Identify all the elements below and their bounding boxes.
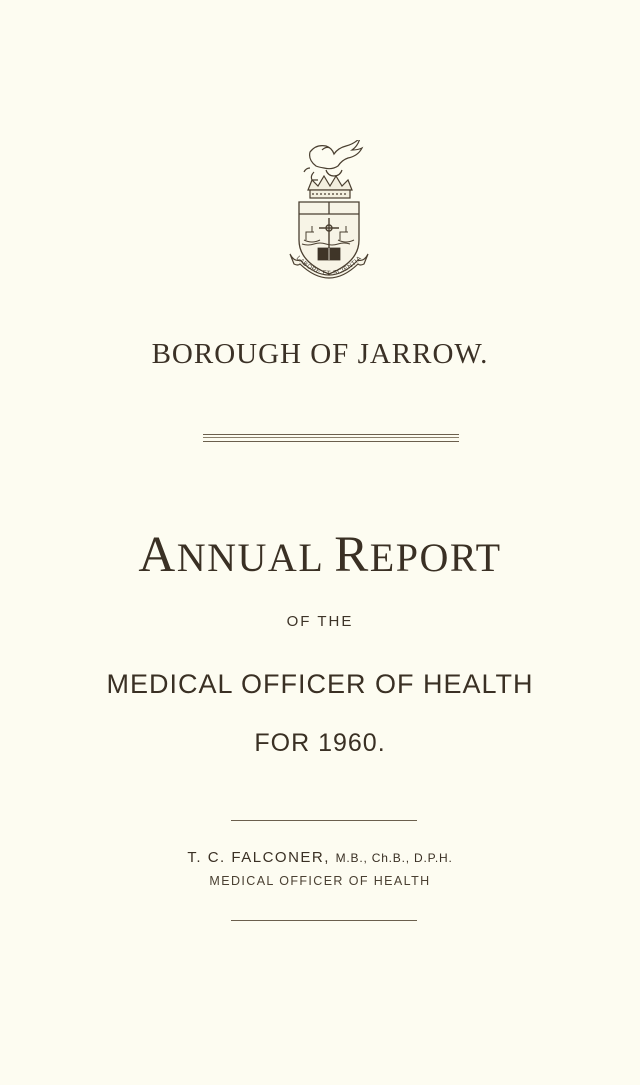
report-title-rest-annual: NNUAL [176, 535, 323, 580]
report-title-rest-report: EPORT [369, 535, 502, 580]
borough-coat-of-arms-icon [286, 140, 372, 296]
lower-divider [231, 920, 417, 921]
crest-motto: LABORE ET SCIENTIA [294, 254, 364, 278]
year-line: FOR 1960. [254, 729, 386, 757]
of-the-line: OF THE [286, 613, 354, 630]
upper-divider [231, 820, 417, 821]
officer-name-line [0, 849, 640, 866]
officer-qualifications: M.B., Ch.B., D.P.H. [335, 851, 453, 865]
officer-role: MEDICAL OFFICER OF HEALTH [209, 874, 431, 888]
report-title-initial-a: A [138, 527, 177, 583]
borough-heading: BOROUGH OF JARROW. [151, 338, 489, 370]
report-title [0, 526, 640, 584]
officer-name: T. C. FALCONER, [187, 849, 330, 866]
double-divider [203, 434, 459, 442]
subject-line: MEDICAL OFFICER OF HEALTH [106, 669, 534, 699]
report-title-initial-r: R [334, 527, 370, 583]
